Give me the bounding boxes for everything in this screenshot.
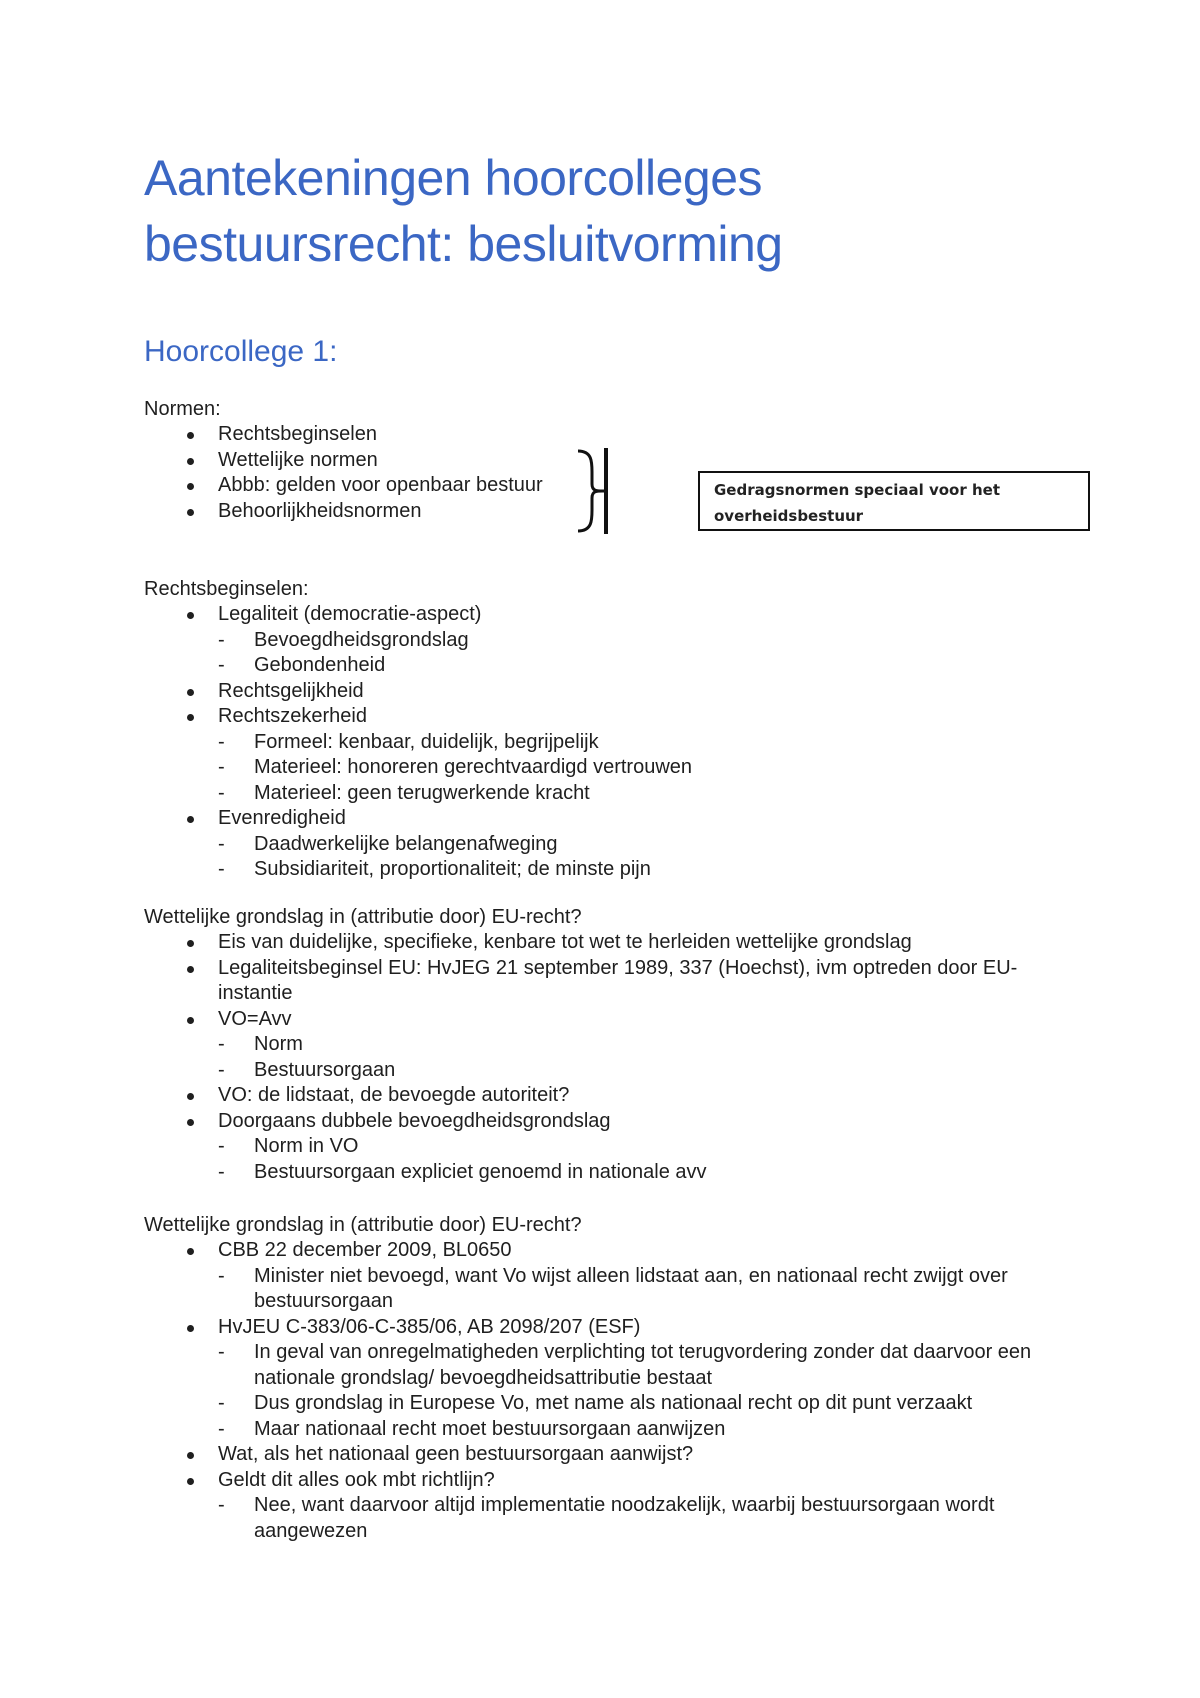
list-item: Wettelijke normen [144, 448, 1084, 474]
section-heading: Hoorcollege 1: [144, 335, 338, 368]
list-item: Behoorlijkheidsnormen [144, 499, 1084, 525]
list-item: Rechtsgelijkheid [144, 679, 1084, 705]
sub-item: - Bestuursorgaan expliciet genoemd in nationale avv [144, 1160, 1084, 1186]
eu-grondslag-list-2 [144, 1238, 1084, 1544]
list-item: Abbb: gelden voor openbaar bestuur [144, 473, 1084, 499]
document-title: Aantekeningen hoorcolleges bestuursrecht: besluitvorming [144, 150, 783, 272]
list-item: VO: de lidstaat, de bevoegde autoriteit? [144, 1083, 1084, 1109]
sub-item: - Bevoegdheidsgrondslag [144, 628, 1084, 654]
eu-grondslag-label: Wettelijke grondslag in (attributie door) EU-recht? [144, 906, 582, 928]
sub-item: - Bestuursorgaan [144, 1058, 1084, 1084]
sub-item: - Nee, want daarvoor altijd implementatie noodzakelijk, waarbij bestuursorgaan wordt aangewezen [144, 1493, 1084, 1544]
sub-item: - Gebondenheid [144, 653, 1084, 679]
sub-item: - Norm in VO [144, 1134, 1084, 1160]
list-item: Eis van duidelijke, specifieke, kenbare tot wet te herleiden wettelijke grondslag [144, 930, 1084, 956]
eu-grondslag-label-2: Wettelijke grondslag in (attributie door) EU-recht? [144, 1214, 582, 1236]
normen-label: Normen: [144, 398, 221, 420]
sub-item: - Daadwerkelijke belangenafweging [144, 832, 1084, 858]
rechtsbeginselen-list [144, 602, 1084, 883]
sub-item: - Dus grondslag in Europese Vo, met name als nationaal recht op dit punt verzaakt [144, 1391, 1084, 1417]
sub-item: - Maar nationaal recht moet bestuursorgaan aanwijzen [144, 1417, 1084, 1443]
sub-item: - In geval van onregelmatigheden verplichting tot terugvordering zonder dat daarvoor een nationale grondslag/ bevoegdheidsattributie bestaat [144, 1340, 1084, 1391]
sub-item: - Minister niet bevoegd, want Vo wijst alleen lidstaat aan, en nationaal recht zwijgt over bestuursorgaan [144, 1264, 1084, 1315]
list-item: Doorgaans dubbele bevoegdheidsgrondslag [144, 1109, 1084, 1135]
list-item: VO=Avv [144, 1007, 1084, 1033]
list-item: CBB 22 december 2009, BL0650 [144, 1238, 1084, 1264]
list-item: Legaliteit (democratie-aspect) [144, 602, 1084, 628]
list-item: Evenredigheid [144, 806, 1084, 832]
sub-item: - Subsidiariteit, proportionaliteit; de minste pijn [144, 857, 1084, 883]
list-item: Rechtsbeginselen [144, 422, 1084, 448]
list-item: Legaliteitsbeginsel EU: HvJEG 21 september 1989, 337 (Hoechst), ivm optreden door EU-instantie [144, 956, 1084, 1007]
list-item: Rechtszekerheid [144, 704, 1084, 730]
list-item: HvJEU C-383/06-C-385/06, AB 2098/207 (ESF) [144, 1315, 1084, 1341]
eu-grondslag-list [144, 930, 1084, 1185]
callout-box: Gedragsnormen speciaal voor het overheidsbestuur [698, 471, 1090, 531]
list-item: Geldt dit alles ook mbt richtlijn? [144, 1468, 1084, 1494]
rechtsbeginselen-label: Rechtsbeginselen: [144, 578, 309, 600]
sub-item: - Materieel: geen terugwerkende kracht [144, 781, 1084, 807]
sub-item: - Materieel: honoreren gerechtvaardigd vertrouwen [144, 755, 1084, 781]
sub-item: - Formeel: kenbaar, duidelijk, begrijpelijk [144, 730, 1084, 756]
list-item: Wat, als het nationaal geen bestuursorgaan aanwijst? [144, 1442, 1084, 1468]
curly-brace-shape [578, 448, 612, 534]
sub-item: - Norm [144, 1032, 1084, 1058]
